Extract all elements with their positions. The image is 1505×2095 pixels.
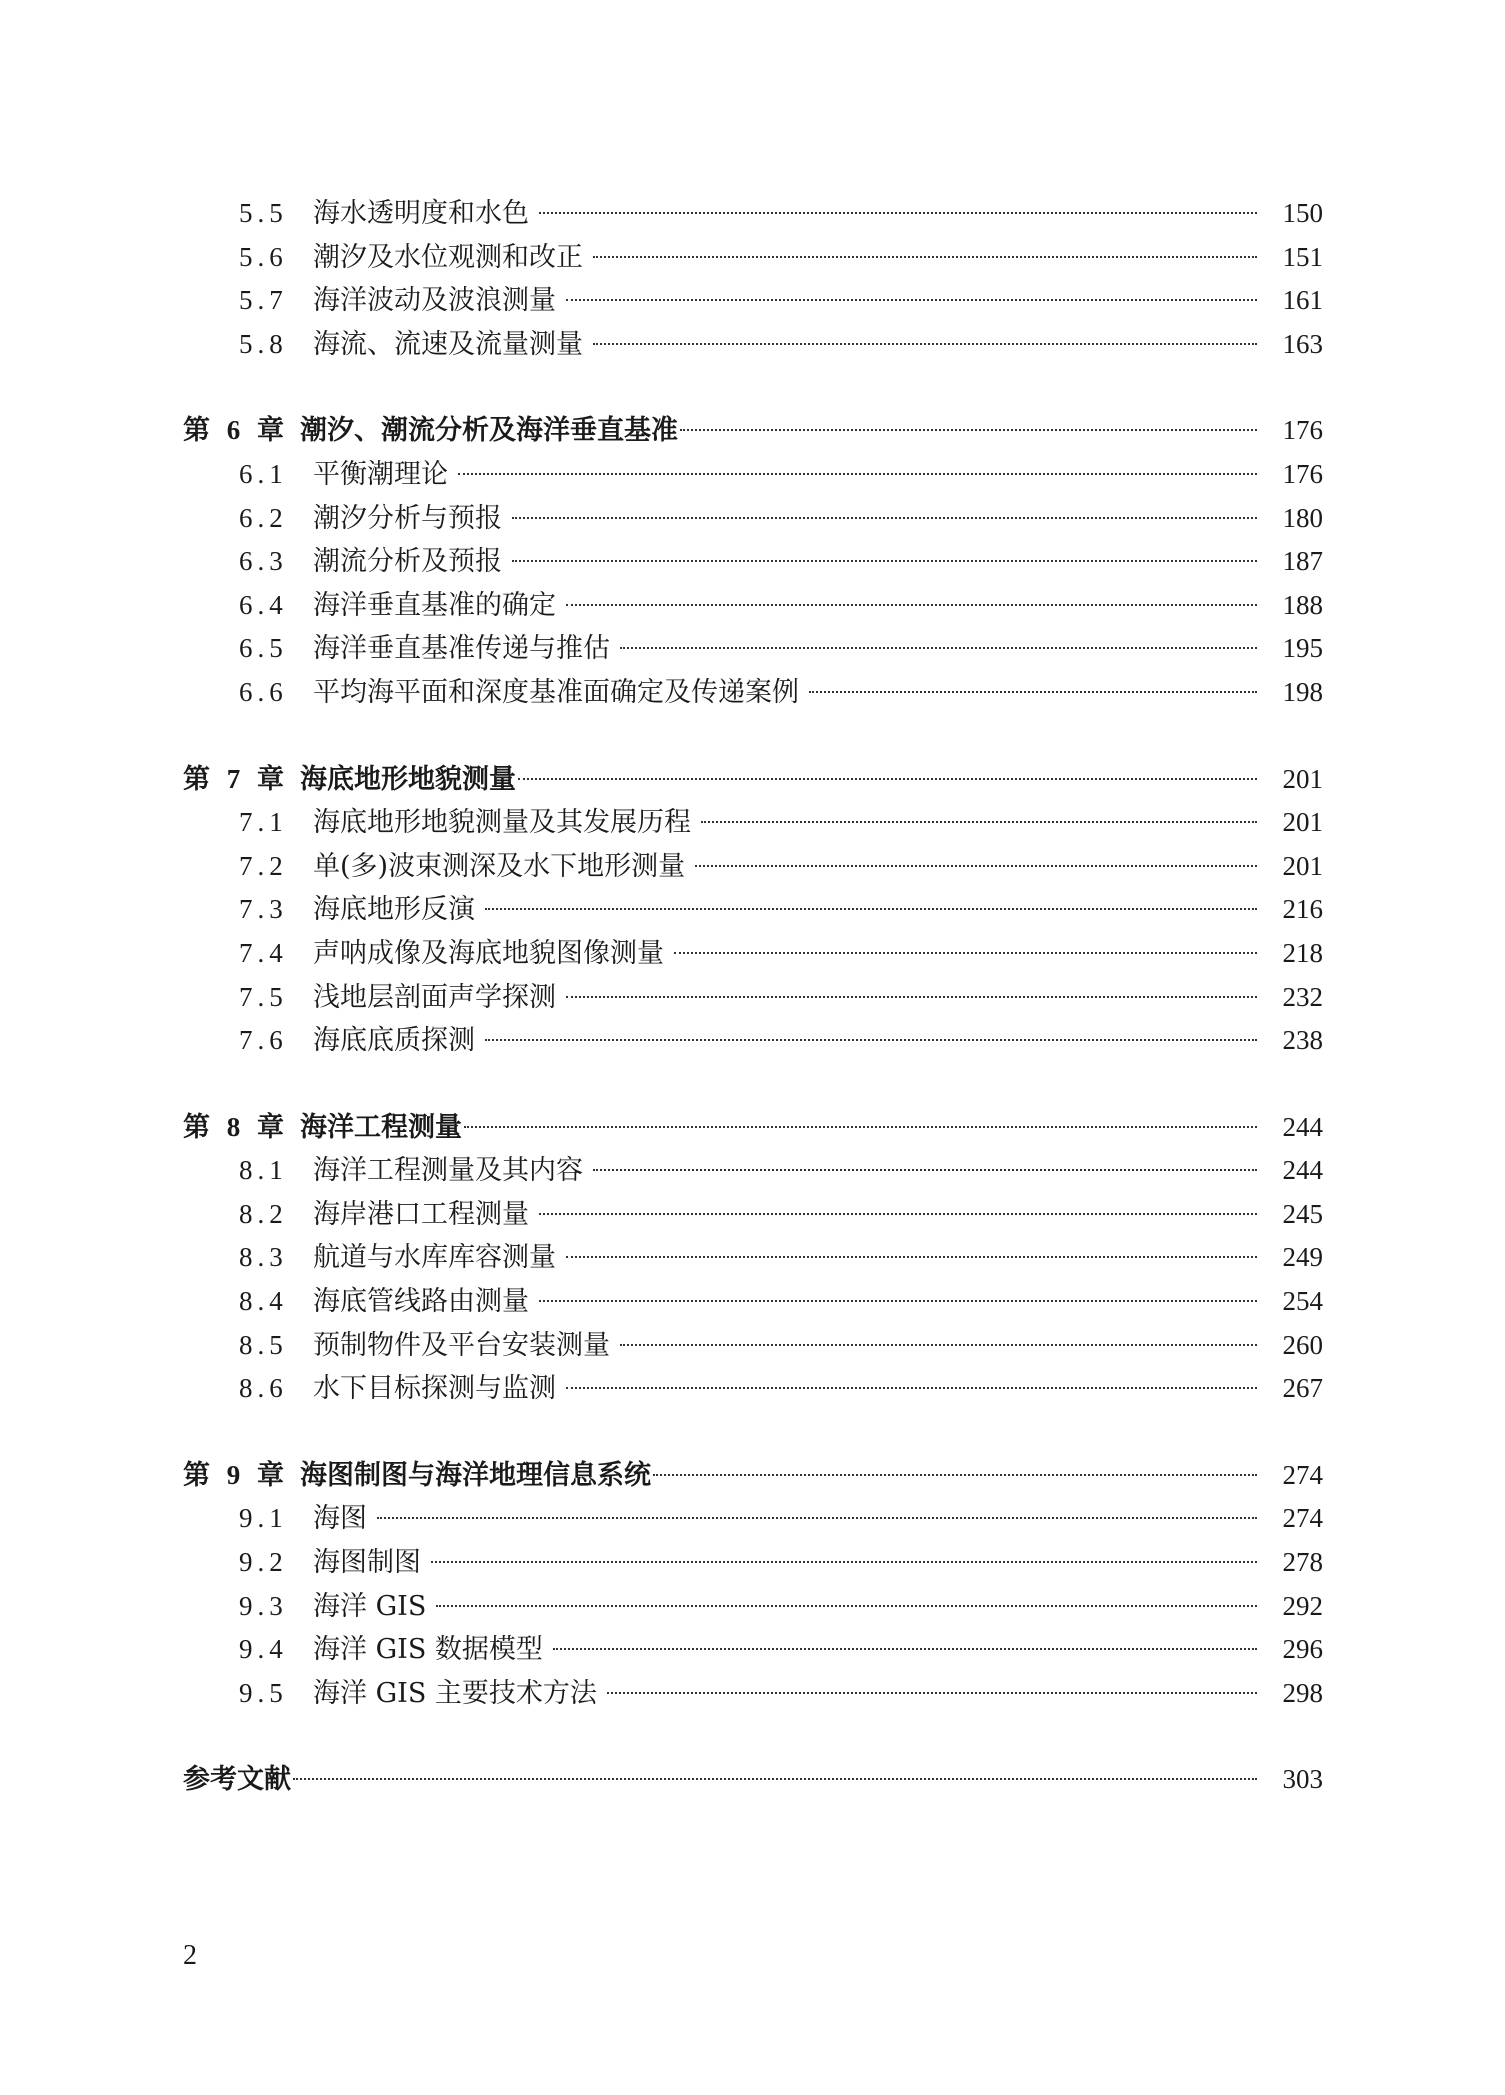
dot-leader	[512, 560, 1257, 562]
toc-group	[183, 1106, 1323, 1411]
toc-section-row[interactable]	[183, 1236, 1323, 1280]
section-number: 7.3	[239, 894, 288, 925]
section-title: 预制物件及平台安装测量	[313, 1329, 610, 1361]
toc-section-row[interactable]	[183, 1497, 1323, 1541]
toc-chapter-row[interactable]	[183, 1454, 1323, 1498]
section-title: 海图	[313, 1503, 367, 1535]
section-page: 292	[1282, 1590, 1323, 1621]
section-number: 5.5	[239, 198, 288, 228]
section-number: 9.4	[239, 1634, 288, 1665]
section-title: 海岸港口工程测量	[313, 1198, 529, 1230]
section-page: 249	[1282, 1242, 1323, 1273]
toc-group	[183, 409, 1323, 714]
toc-section-row[interactable]	[183, 1324, 1323, 1368]
dot-leader	[458, 473, 1257, 475]
section-page: 187	[1282, 546, 1323, 577]
section-number: 8.1	[239, 1155, 288, 1186]
section-page: 296	[1282, 1634, 1323, 1665]
toc-section-row[interactable]	[183, 540, 1323, 584]
chapter-number: 第 7 章	[183, 763, 289, 794]
toc-section-row[interactable]	[183, 932, 1323, 976]
toc-section-row[interactable]	[183, 1541, 1323, 1585]
section-page: 278	[1282, 1547, 1323, 1578]
dot-leader	[539, 1300, 1257, 1302]
toc-section-row[interactable]	[183, 1019, 1323, 1063]
section-title: 海底底质探测	[313, 1025, 475, 1057]
section-number: 9.2	[239, 1547, 288, 1578]
toc-chapter-row[interactable]	[183, 758, 1323, 802]
section-number: 8.5	[239, 1329, 288, 1360]
section-number: 8.3	[239, 1242, 288, 1273]
dot-leader	[553, 1648, 1257, 1650]
dot-leader	[566, 299, 1257, 301]
toc-section-row[interactable]	[183, 1367, 1323, 1411]
section-page: 201	[1282, 807, 1323, 838]
chapter-page: 303	[1282, 1764, 1323, 1795]
dot-leader	[566, 1387, 1257, 1389]
section-title: 平均海平面和深度基准面确定及传递案例	[313, 676, 799, 708]
dot-leader	[593, 1169, 1257, 1171]
table-of-contents	[183, 192, 1323, 1802]
toc-section-row[interactable]	[183, 1628, 1323, 1672]
section-page: 254	[1282, 1286, 1323, 1317]
toc-section-row[interactable]	[183, 671, 1323, 715]
section-title: 潮汐分析与预报	[313, 502, 502, 534]
toc-section-row[interactable]	[183, 1585, 1323, 1629]
dot-leader	[695, 865, 1257, 867]
section-title: 海底管线路由测量	[313, 1286, 529, 1318]
section-page: 150	[1282, 198, 1323, 228]
chapter-page: 201	[1282, 763, 1323, 794]
dot-leader	[293, 1778, 1257, 1780]
section-page: 245	[1282, 1198, 1323, 1229]
toc-section-row[interactable]	[183, 584, 1323, 628]
chapter-title: 参考文献	[183, 1764, 291, 1796]
section-number: 5.7	[239, 285, 288, 316]
section-number: 7.6	[239, 1025, 288, 1056]
toc-section-row[interactable]	[183, 323, 1323, 367]
dot-leader	[566, 996, 1257, 998]
dot-leader	[464, 1126, 1257, 1128]
section-title: 航道与水库库容测量	[313, 1242, 556, 1274]
dot-leader	[653, 1474, 1257, 1476]
dot-leader	[593, 343, 1257, 345]
toc-chapter-row[interactable]	[183, 1106, 1323, 1150]
section-title: 单(多)波束测深及水下地形测量	[313, 850, 686, 882]
toc-section-row[interactable]	[183, 1193, 1323, 1237]
section-number: 8.6	[239, 1373, 288, 1404]
section-title: 海洋 GIS 数据模型	[313, 1634, 543, 1666]
section-number: 6.2	[239, 502, 288, 533]
dot-leader	[674, 952, 1257, 954]
section-title: 声呐成像及海底地貌图像测量	[313, 937, 664, 969]
section-page: 238	[1282, 1025, 1323, 1056]
dot-leader	[512, 517, 1257, 519]
dot-leader	[566, 1256, 1257, 1258]
section-number: 6.5	[239, 633, 288, 664]
section-page: 274	[1282, 1503, 1323, 1534]
toc-section-row[interactable]	[183, 1672, 1323, 1716]
chapter-title: 海洋工程测量	[300, 1111, 462, 1143]
toc-group	[183, 1454, 1323, 1716]
chapter-number: 第 9 章	[183, 1459, 289, 1490]
toc-section-row[interactable]	[183, 801, 1323, 845]
toc-chapter-row[interactable]	[183, 409, 1323, 453]
section-title: 水下目标探测与监测	[313, 1373, 556, 1405]
section-title: 潮汐及水位观测和改正	[313, 241, 583, 273]
section-number: 9.3	[239, 1590, 288, 1621]
section-page: 163	[1282, 328, 1323, 359]
page-number: 2	[183, 1940, 197, 1971]
dot-leader	[620, 1344, 1257, 1346]
section-page: 216	[1282, 894, 1323, 925]
section-title: 海底地形反演	[313, 894, 475, 926]
toc-section-row[interactable]	[183, 236, 1323, 280]
toc-section-row[interactable]	[183, 845, 1323, 889]
section-number: 8.2	[239, 1198, 288, 1229]
section-title: 海图制图	[313, 1547, 421, 1579]
section-number: 8.4	[239, 1286, 288, 1317]
section-number: 6.3	[239, 546, 288, 577]
section-title: 海水透明度和水色	[313, 198, 529, 229]
toc-section-row[interactable]	[183, 976, 1323, 1020]
dot-leader	[680, 429, 1257, 431]
dot-leader	[431, 1561, 1257, 1563]
chapter-number: 第 6 章	[183, 415, 289, 446]
chapter-title: 海底地形地貌测量	[300, 763, 516, 795]
section-page: 151	[1282, 241, 1323, 272]
section-title: 海流、流速及流量测量	[313, 328, 583, 360]
section-number: 9.1	[239, 1503, 288, 1534]
chapter-page: 244	[1282, 1111, 1323, 1142]
section-page: 267	[1282, 1373, 1323, 1404]
section-title: 浅地层剖面声学探测	[313, 981, 556, 1013]
dot-leader	[518, 778, 1257, 780]
dot-leader	[607, 1692, 1257, 1694]
dot-leader	[539, 212, 1257, 214]
section-title: 平衡潮理论	[313, 458, 448, 490]
chapter-title: 潮汐、潮流分析及海洋垂直基准	[300, 415, 678, 447]
section-title: 海底地形地貌测量及其发展历程	[313, 807, 691, 839]
section-number: 7.1	[239, 807, 288, 838]
dot-leader	[377, 1517, 1257, 1519]
toc-section-row[interactable]	[183, 627, 1323, 671]
section-title: 海洋 GIS 主要技术方法	[313, 1677, 597, 1709]
section-page: 244	[1282, 1155, 1323, 1186]
section-number: 9.5	[239, 1677, 288, 1708]
section-page: 232	[1282, 981, 1323, 1012]
section-page: 188	[1282, 589, 1323, 620]
dot-leader	[485, 908, 1257, 910]
dot-leader	[620, 647, 1257, 649]
toc-section-row[interactable]	[183, 1149, 1323, 1193]
toc-section-row[interactable]	[183, 279, 1323, 323]
section-page: 180	[1282, 502, 1323, 533]
chapter-title: 海图制图与海洋地理信息系统	[300, 1459, 651, 1491]
section-title: 海洋工程测量及其内容	[313, 1155, 583, 1187]
section-title: 海洋 GIS	[313, 1590, 427, 1622]
section-number: 6.1	[239, 458, 288, 489]
section-title: 潮流分析及预报	[313, 546, 502, 578]
section-title: 海洋垂直基准的确定	[313, 589, 556, 621]
section-number: 6.4	[239, 589, 288, 620]
toc-group	[183, 1758, 1323, 1802]
section-number: 5.8	[239, 328, 288, 359]
dot-leader	[539, 1213, 1257, 1215]
section-title: 海洋波动及波浪测量	[313, 285, 556, 317]
chapter-page: 176	[1282, 415, 1323, 446]
section-number: 6.6	[239, 676, 288, 707]
section-title: 海洋垂直基准传递与推估	[313, 633, 610, 665]
toc-section-row[interactable]	[183, 888, 1323, 932]
toc-chapter-row[interactable]	[183, 1758, 1323, 1802]
section-number: 7.2	[239, 850, 288, 881]
section-page: 195	[1282, 633, 1323, 664]
section-number: 7.5	[239, 981, 288, 1012]
toc-group	[183, 192, 1323, 366]
dot-leader	[701, 821, 1257, 823]
section-page: 260	[1282, 1329, 1323, 1360]
dot-leader	[566, 604, 1257, 606]
toc-section-row[interactable]	[183, 192, 1323, 236]
section-number: 7.4	[239, 937, 288, 968]
section-number: 5.6	[239, 241, 288, 272]
chapter-number: 第 8 章	[183, 1111, 289, 1142]
section-page: 298	[1282, 1677, 1323, 1708]
section-page: 198	[1282, 676, 1323, 707]
dot-leader	[436, 1605, 1257, 1607]
dot-leader	[809, 691, 1257, 693]
section-page: 161	[1282, 285, 1323, 316]
dot-leader	[485, 1039, 1257, 1041]
toc-section-row[interactable]	[183, 497, 1323, 541]
dot-leader	[593, 256, 1257, 258]
section-page: 201	[1282, 850, 1323, 881]
chapter-page: 274	[1282, 1459, 1323, 1490]
section-page: 218	[1282, 937, 1323, 968]
section-page: 176	[1282, 458, 1323, 489]
toc-section-row[interactable]	[183, 1280, 1323, 1324]
toc-section-row[interactable]	[183, 453, 1323, 497]
toc-group	[183, 758, 1323, 1063]
